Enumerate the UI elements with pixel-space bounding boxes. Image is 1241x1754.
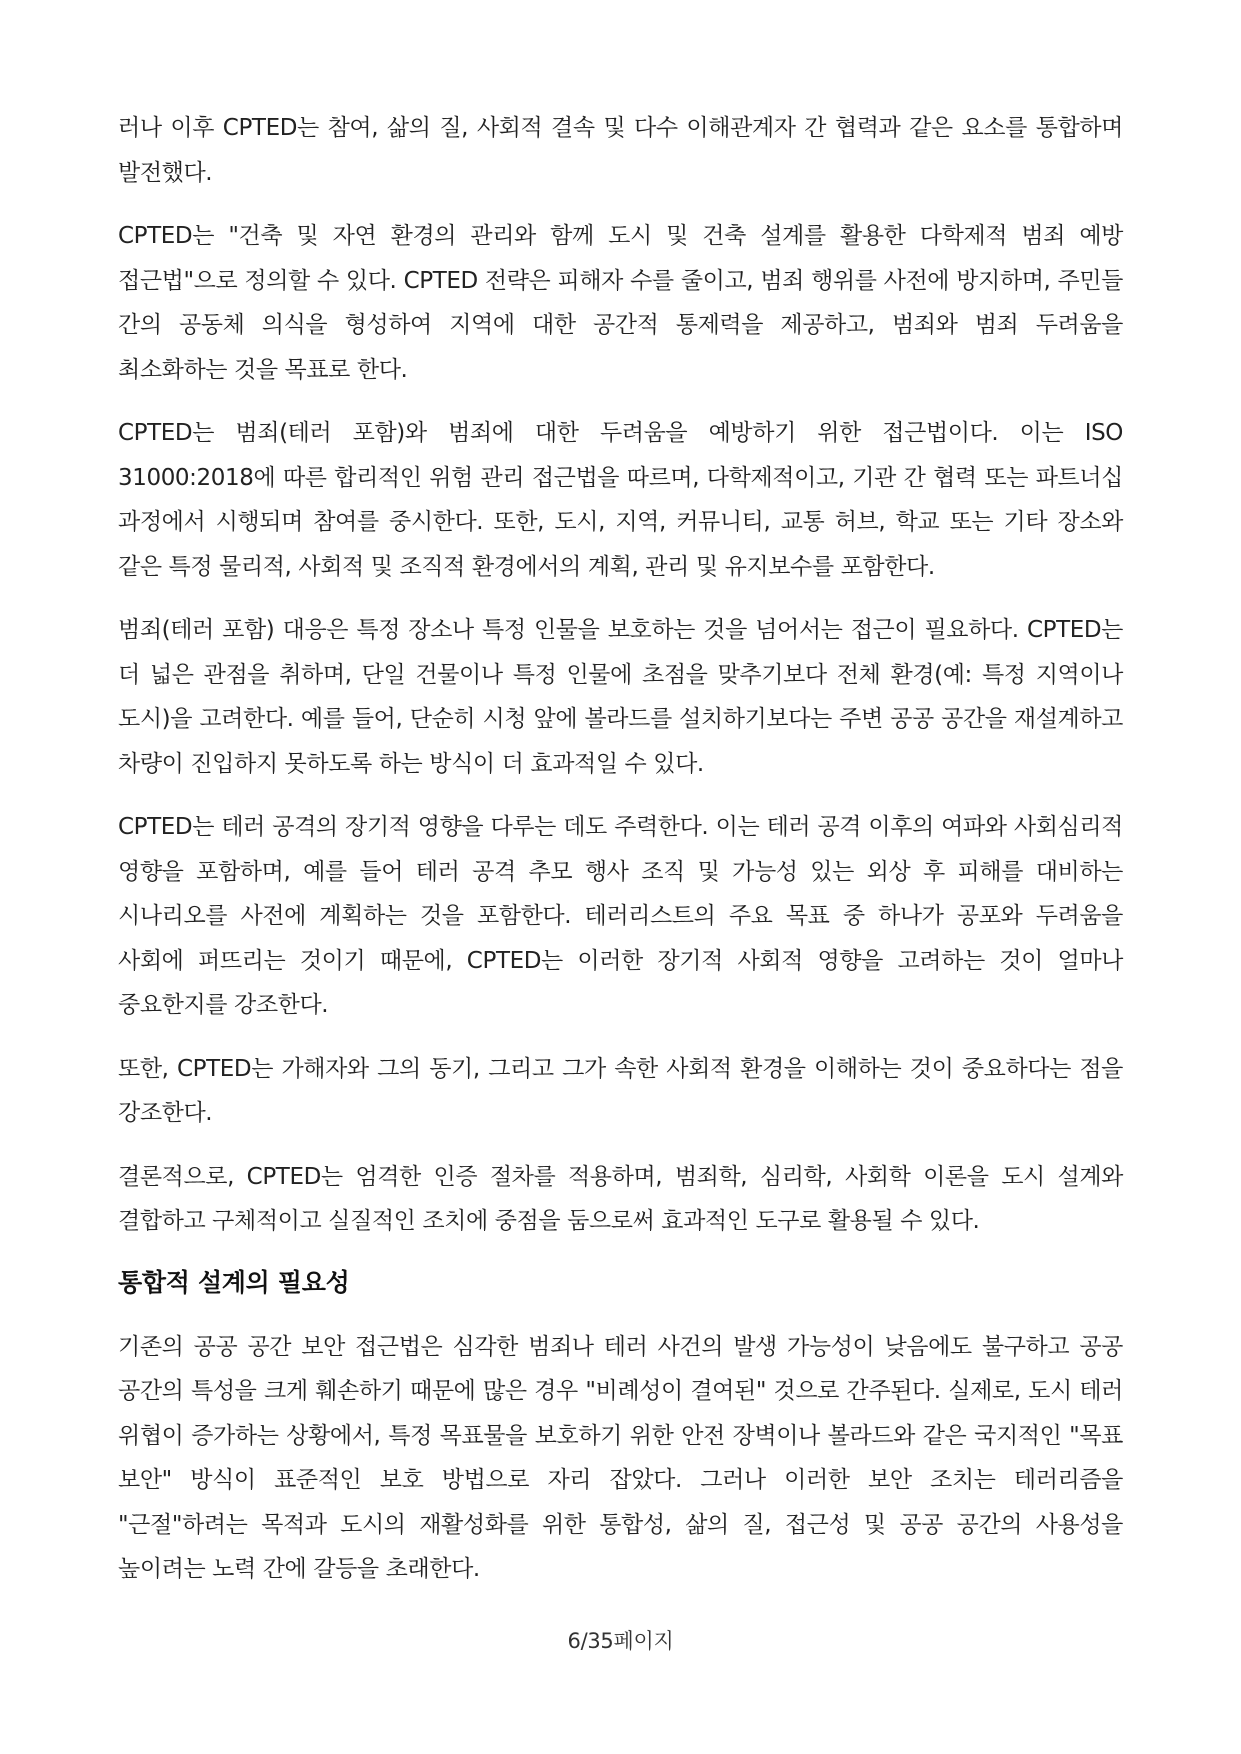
paragraph: 범죄(테러 포함) 대응은 특정 장소나 특정 인물을 보호하는 것을 넘어서는 접근이 필요하다. CPTED는 더 넓은 관점을 취하며, 단일 건물이나 특정 인물에 초점을 맞추기보다 전체 환경(예: 특정 지역이나 도시)을 고려한다. 예를 들어, 단순히 시청 앞에 볼라드를 설치하기보다는 주변 공공 공간을 재설계하고 차량이 진입하지 못하도록 하는 방식이 더 효과적일 수 있다.: [118, 617, 1123, 777]
document-body: [118, 106, 1123, 1611]
paragraph: 결론적으로, CPTED는 엄격한 인증 절차를 적용하며, 범죄학, 심리학, 사회학 이론을 도시 설계와 결합하고 구체적이고 실질적인 조치에 중점을 둠으로써 효과적인 도구로 활용될 수 있다.: [118, 1163, 1123, 1234]
paragraph: 기존의 공공 공간 보안 접근법은 심각한 범죄나 테러 사건의 발생 가능성이 낮음에도 불구하고 공공 공간의 특성을 크게 훼손하기 때문에 많은 경우 "비례성이 결여된" 것으로 간주된다. 실제로, 도시 테러 위협이 증가하는 상황에서, 특정 목표물을 보호하기 위한 안전 장벽이나 볼라드와 같은 국지적인 "목표 보안" 방식이 표준적인 보호 방법으로 자리 잡았다. 그러나 이러한 보안 조치는 테러리즘을 "근절"하려는 목적과 도시의 재활성화를 위한 통합성, 삶의 질, 접근성 및 공공 공간의 사용성을 높이려는 노력 간에 갈등을 초래한다.: [118, 1333, 1123, 1582]
paragraph: CPTED는 범죄(테러 포함)와 범죄에 대한 두려움을 예방하기 위한 접근법이다. 이는 ISO 31000:2018에 따른 합리적인 위험 관리 접근법을 따르며, 다학제적이고, 기관 간 협력 또는 파트너십 과정에서 시행되며 참여를 중시한다. 또한, 도시, 지역, 커뮤니티, 교통 허브, 학교 또는 기타 장소와 같은 특정 물리적, 사회적 및 조직적 환경에서의 계획, 관리 및 유지보수를 포함한다.: [118, 420, 1123, 580]
paragraph: CPTED는 테러 공격의 장기적 영향을 다루는 데도 주력한다. 이는 테러 공격 이후의 여파와 사회심리적 영향을 포함하며, 예를 들어 테러 공격 추모 행사 조직 및 가능성 있는 외상 후 피해를 대비하는 시나리오를 사전에 계획하는 것을 포함한다. 테러리스트의 주요 목표 중 하나가 공포와 두려움을 사회에 퍼뜨리는 것이기 때문에, CPTED는 이러한 장기적 사회적 영향을 고려하는 것이 얼마나 중요한지를 강조한다.: [118, 814, 1123, 1018]
paragraph: 또한, CPTED는 가해자와 그의 동기, 그리고 그가 속한 사회적 환경을 이해하는 것이 중요하다는 점을 강조한다.: [118, 1055, 1123, 1126]
paragraph: 러나 이후 CPTED는 참여, 삶의 질, 사회적 결속 및 다수 이해관계자 간 협력과 같은 요소를 통합하며 발전했다.: [118, 115, 1123, 186]
page-number: 6/35페이지: [567, 1629, 674, 1653]
paragraph: CPTED는 "건축 및 자연 환경의 관리와 함께 도시 및 건축 설계를 활용한 다학제적 범죄 예방 접근법"으로 정의할 수 있다. CPTED 전략은 피해자 수를 줄이고, 범죄 행위를 사전에 방지하며, 주민들 간의 공동체 의식을 형성하여 지역에 대한 공간적 통제력을 제공하고, 범죄와 범죄 두려움을 최소화하는 것을 목표로 한다.: [118, 223, 1123, 383]
section-heading: 통합적 설계의 필요성: [118, 1267, 350, 1297]
